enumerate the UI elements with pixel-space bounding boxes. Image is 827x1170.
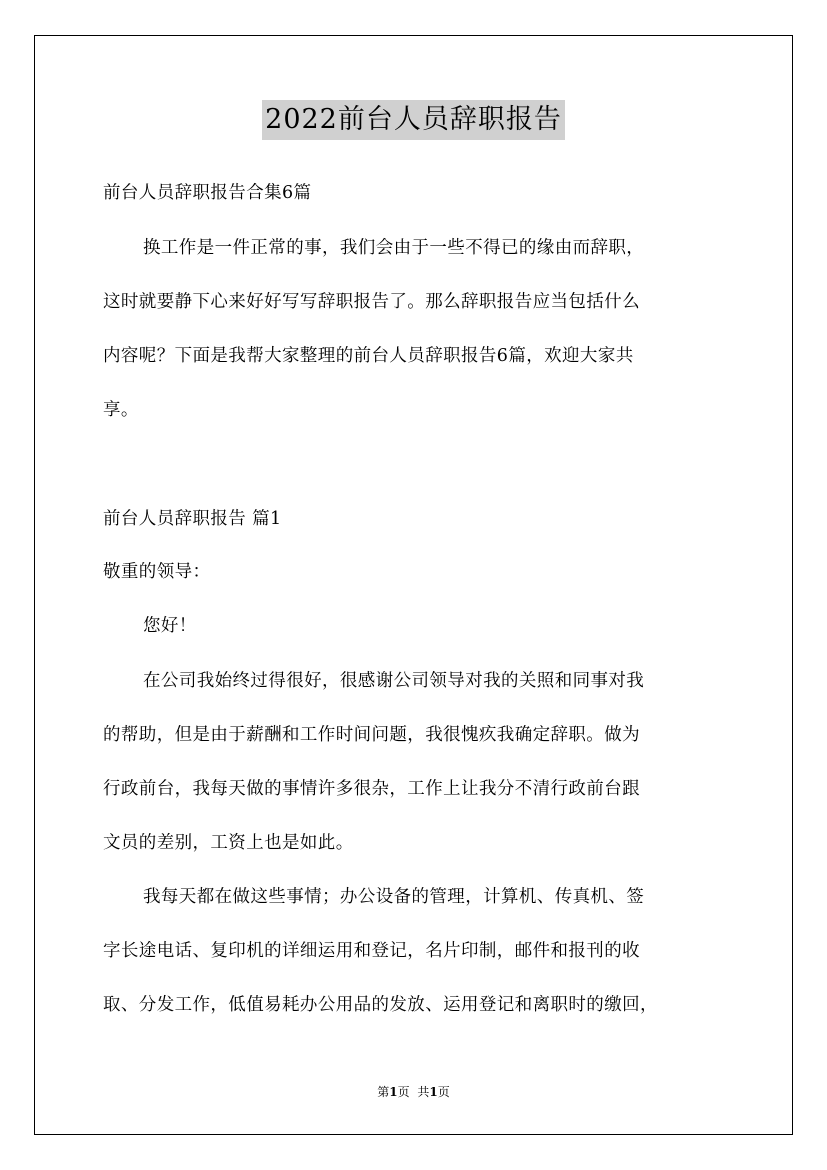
intro-line: 享。 xyxy=(103,400,139,420)
salutation: 敬重的领导： xyxy=(103,562,211,582)
paragraph-line: 字长途电话、复印机的详细运用和登记，名片印制，邮件和报刊的收 xyxy=(103,941,640,961)
intro-line: 这时就要静下心来好好写写辞职报告了。那么辞职报告应当包括什么 xyxy=(103,292,640,312)
total-pages: 1 xyxy=(429,1085,438,1099)
paragraph-line: 文员的差别，工资上也是如此。 xyxy=(103,833,354,853)
title-container xyxy=(0,100,827,140)
document-subtitle: 前台人员辞职报告合集6篇 xyxy=(103,183,312,203)
intro-line: 内容呢？下面是我帮大家整理的前台人员辞职报告6篇，欢迎大家共 xyxy=(103,346,634,366)
paragraph-line: 的帮助，但是由于薪酬和工作时间问题，我很愧疚我确定辞职。做为 xyxy=(103,725,640,745)
document-title: 2022前台人员辞职报告 xyxy=(262,100,565,140)
page-footer xyxy=(0,1084,827,1100)
intro-line: 换工作是一件正常的事，我们会由于一些不得已的缘由而辞职， xyxy=(143,238,645,258)
paragraph-line: 我每天都在做这些事情；办公设备的管理，计算机、传真机、签 xyxy=(143,887,645,907)
paragraph-line: 行政前台，我每天做的事情许多很杂，工作上让我分不清行政前台跟 xyxy=(103,779,640,799)
greeting: 您好！ xyxy=(143,616,197,636)
page-number: 1 xyxy=(389,1085,398,1099)
section-heading: 前台人员辞职报告 篇1 xyxy=(103,509,282,529)
page-prefix: 第 xyxy=(377,1085,390,1099)
total-prefix: 共 xyxy=(417,1085,430,1099)
paragraph-line: 在公司我始终过得很好，很感谢公司领导对我的关照和同事对我 xyxy=(143,671,645,691)
page-suffix: 页 xyxy=(397,1085,410,1099)
total-suffix: 页 xyxy=(437,1085,450,1099)
paragraph-line: 取、分发工作，低值易耗办公用品的发放、运用登记和离职时的缴回， xyxy=(103,995,658,1015)
